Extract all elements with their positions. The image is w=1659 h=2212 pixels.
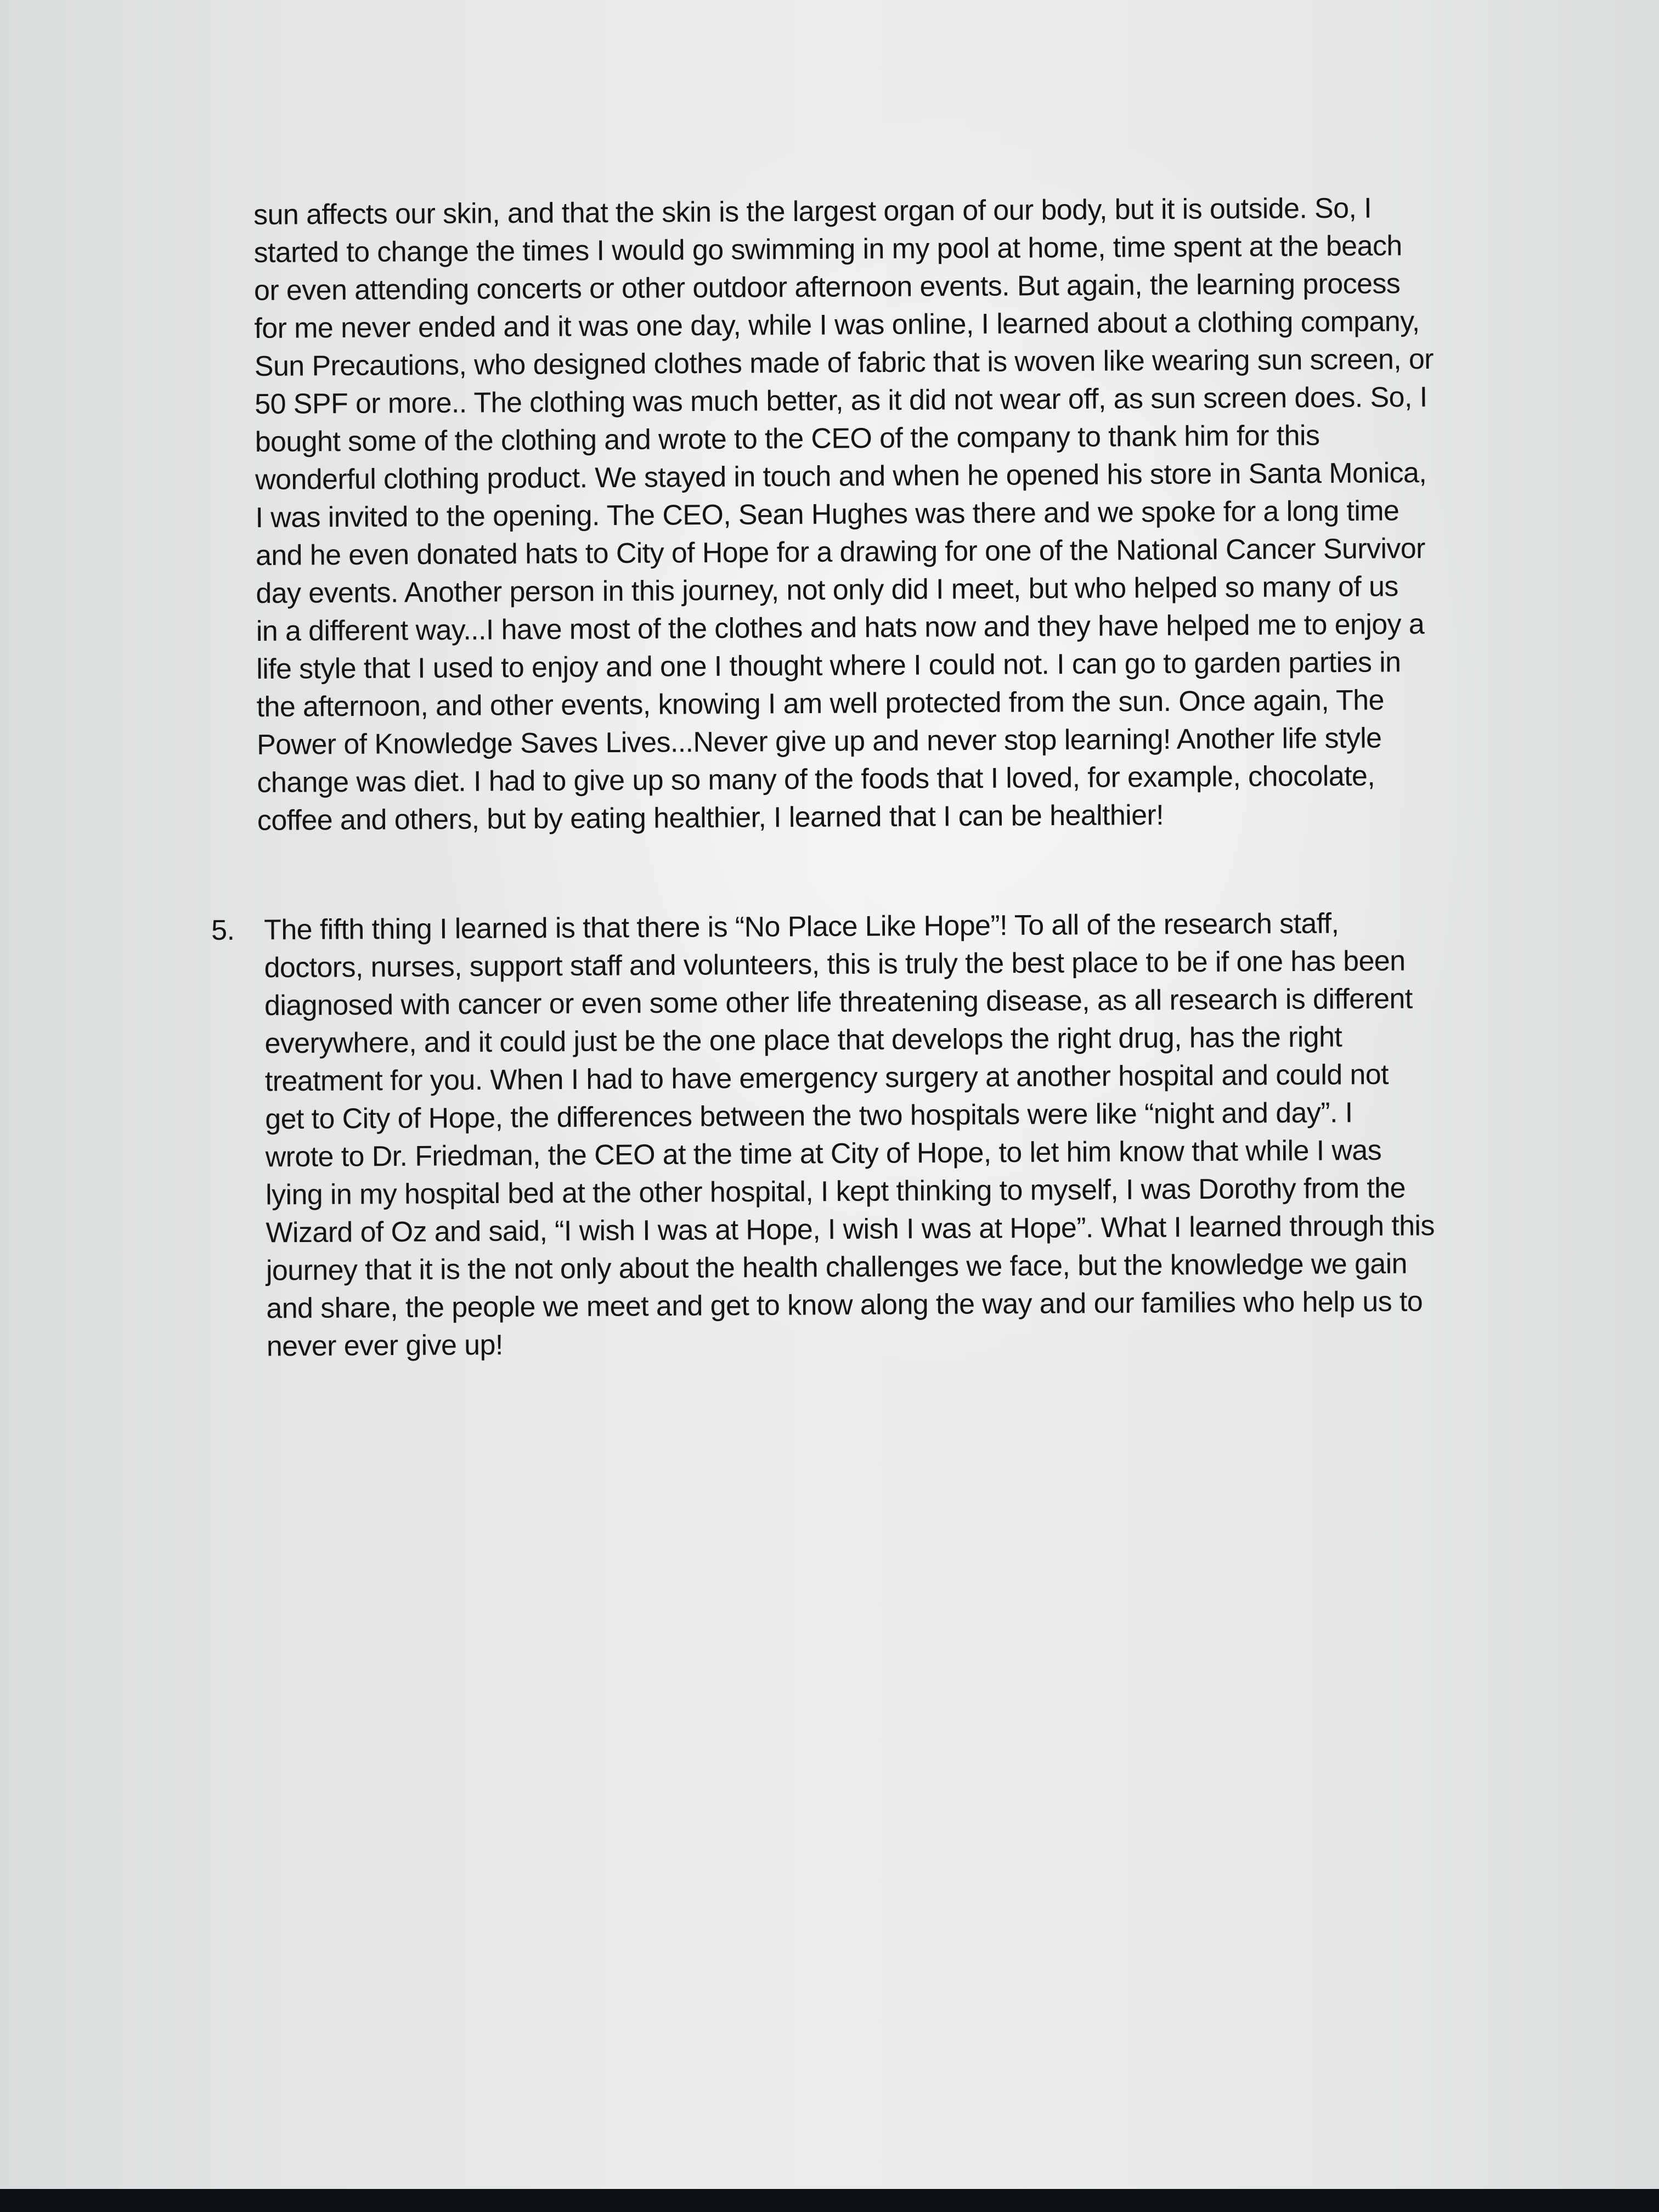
paragraph-line: wonderful clothing product. We stayed in touch and when he opened his store in Santa Monica,: [255, 456, 1427, 496]
list-item-line: doctors, nurses, support staff and volunteers, this is truly the best place to be if one has been: [264, 945, 1406, 984]
paragraph-line: day events. Another person in this journey, not only did I meet, but who helped so many of us: [256, 571, 1398, 610]
list-item-line: never ever give up!: [266, 1329, 503, 1363]
list-item-line: and share, the people we meet and get to know along the way and our families who help us to: [266, 1285, 1423, 1325]
paragraph-line: change was diet. I had to give up so many of the foods that I loved, for example, chocolate,: [257, 760, 1375, 799]
paragraph-line: and he even donated hats to City of Hope for a drawing for one of the National Cancer Survivor: [255, 532, 1425, 572]
paragraph-top: [253, 189, 1486, 840]
paragraph-line: I was invited to the opening. The CEO, Sean Hughes was there and we spoke for a long time: [255, 495, 1400, 534]
list-item-line: Wizard of Oz and said, “I wish I was at Hope, I wish I was at Hope”. What I learned through this: [266, 1210, 1435, 1249]
list-item-text: [264, 904, 1487, 1366]
paragraph-line: sun affects our skin, and that the skin is the largest organ of our body, but it is outside. So, I: [253, 192, 1372, 231]
list-item-5: [211, 904, 1487, 1366]
list-item-number: 5.: [211, 914, 235, 946]
paragraph-line: started to change the times I would go swimming in my pool at home, time spent at the beach: [253, 230, 1402, 269]
paragraph-line: in a different way...I have most of the clothes and hats now and they have helped me to enjoy a: [256, 608, 1425, 647]
paragraph-line: 50 SPF or more.. The clothing was much better, as it did not wear off, as sun screen does. So, I: [255, 381, 1427, 420]
paragraph-line: bought some of the clothing and wrote to the CEO of the company to thank him for this: [255, 420, 1320, 458]
paragraph-line: coffee and others, but by eating healthier, I learned that I can be healthier!: [257, 799, 1164, 837]
paragraph-line: Sun Precautions, who designed clothes made of fabric that is woven like wearing sun screen, or: [254, 343, 1434, 382]
list-item-line: The fifth thing I learned is that there is “No Place Like Hope”! To all of the research staff,: [264, 907, 1339, 946]
photo-bottom-edge: [0, 2189, 1659, 2212]
paragraph-line: the afternoon, and other events, knowing I am well protected from the sun. Once again, The: [256, 684, 1385, 723]
paragraph-line: for me never ended and it was one day, while I was online, I learned about a clothing company,: [254, 306, 1420, 345]
list-item-line: journey that it is the not only about the health challenges we face, but the knowledge we gain: [266, 1248, 1408, 1287]
list-item-line: treatment for you. When I had to have emergency surgery at another hospital and could not: [264, 1058, 1389, 1098]
list-item-line: diagnosed with cancer or even some other life threatening disease, as all research is different: [264, 983, 1413, 1022]
paragraph-line: life style that I used to enjoy and one I thought where I could not. I can go to garden parties in: [256, 646, 1401, 685]
list-item-line: get to City of Hope, the differences between the two hospitals were like “night and day”. I: [265, 1097, 1353, 1136]
list-item-line: wrote to Dr. Friedman, the CEO at the time at City of Hope, to let him know that while I was: [265, 1134, 1382, 1173]
list-item-line: lying in my hospital bed at the other hospital, I kept thinking to myself, I was Dorothy from the: [265, 1172, 1406, 1211]
paragraph-line: or even attending concerts or other outdoor afternoon events. But again, the learning process: [253, 268, 1401, 307]
paragraph-line: Power of Knowledge Saves Lives...Never give up and never stop learning! Another life style: [256, 722, 1382, 761]
numbered-list: [211, 904, 1487, 1366]
list-item-line: everywhere, and it could just be the one place that develops the right drug, has the right: [264, 1021, 1342, 1060]
